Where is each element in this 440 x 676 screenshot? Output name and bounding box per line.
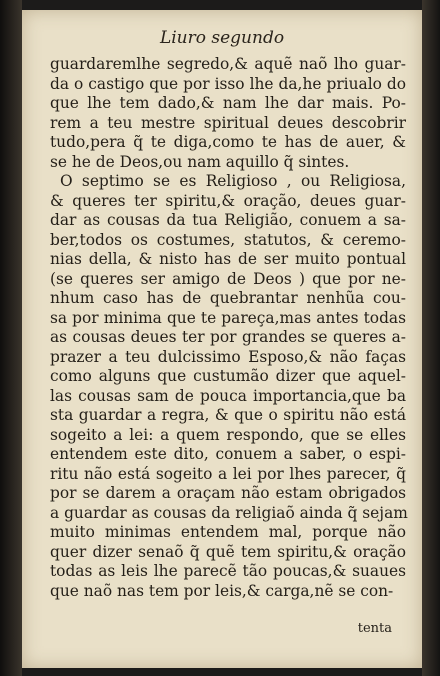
text-line: as cousas deues ter por grandes se queres a- <box>50 328 406 346</box>
text-line: que naõ nas tem por leis,& carga,nẽ se con- <box>50 581 394 600</box>
body-text <box>50 55 406 601</box>
text-line: (se queres ser amigo de Deos ) que por ne- <box>50 269 406 288</box>
text-line: ber,todos os costumes, statutos, & ceremo- <box>50 230 406 249</box>
text-line: que lhe tem dado,& nam lhe dar mais. Po- <box>50 94 406 112</box>
text-line: & queres ter spiritu,& oração, deues guar- <box>50 191 406 210</box>
text-line: sta guardar a regra, & que o spiritu não está <box>50 406 406 424</box>
text-line: a guardar as cousas da religiaõ ainda q̃ sejam <box>50 503 408 522</box>
text-line: por se darem a oraçam não estam obrigados <box>50 484 406 502</box>
text-line: tudo,pera q̃ te diga,como te has de auer, & <box>50 133 406 151</box>
text-line: guardaremlhe segredo,& aquẽ naõ lho guar- <box>50 55 406 73</box>
text-line: como alguns que custumão dizer que aquel- <box>50 367 406 385</box>
text-line: dar as cousas da tua Religião, conuem a sa- <box>50 211 406 229</box>
text-line: rem a teu mestre spiritual deues descobrir <box>50 113 406 132</box>
text-line: O septimo se es Religioso , ou Religiosa, <box>60 172 406 190</box>
catchword: tenta <box>357 621 392 636</box>
text-line: entendem este dito, conuem a saber, o espi- <box>50 445 406 463</box>
text-line: todas as leis lhe parecẽ tão poucas,& suaues <box>50 562 406 580</box>
running-head: Liuro segundo <box>159 28 285 48</box>
text-line: muito minimas entendem mal, porque não <box>50 523 406 541</box>
text-line: nhum caso has de quebrantar nenhũa cou- <box>50 289 406 307</box>
text-line: se he de Deos,ou nam aquillo q̃ sintes. <box>50 152 350 171</box>
text-line: prazer a teu dulcissimo Esposo,& não faças <box>50 347 406 366</box>
book-edge <box>422 0 440 676</box>
text-line: sogeito a lei: a quem respondo, que se elles <box>50 425 406 444</box>
text-line: sa por minima que te pareça,mas antes todas <box>50 308 406 327</box>
text-line: quer dizer senaõ q̃ quẽ tem spiritu,& oração <box>50 542 406 561</box>
text-line: ritu não está sogeito a lei por lhes parecer, q̃ <box>50 464 406 483</box>
text-line: las cousas sam de pouca importancia,que ba <box>50 386 406 405</box>
text-line: nias della, & nisto has de ser muito pontual <box>50 250 406 268</box>
text-line: da o castigo que por isso lhe da,he priualo do <box>50 74 406 93</box>
book-page <box>22 10 422 668</box>
book-gutter <box>0 0 22 676</box>
